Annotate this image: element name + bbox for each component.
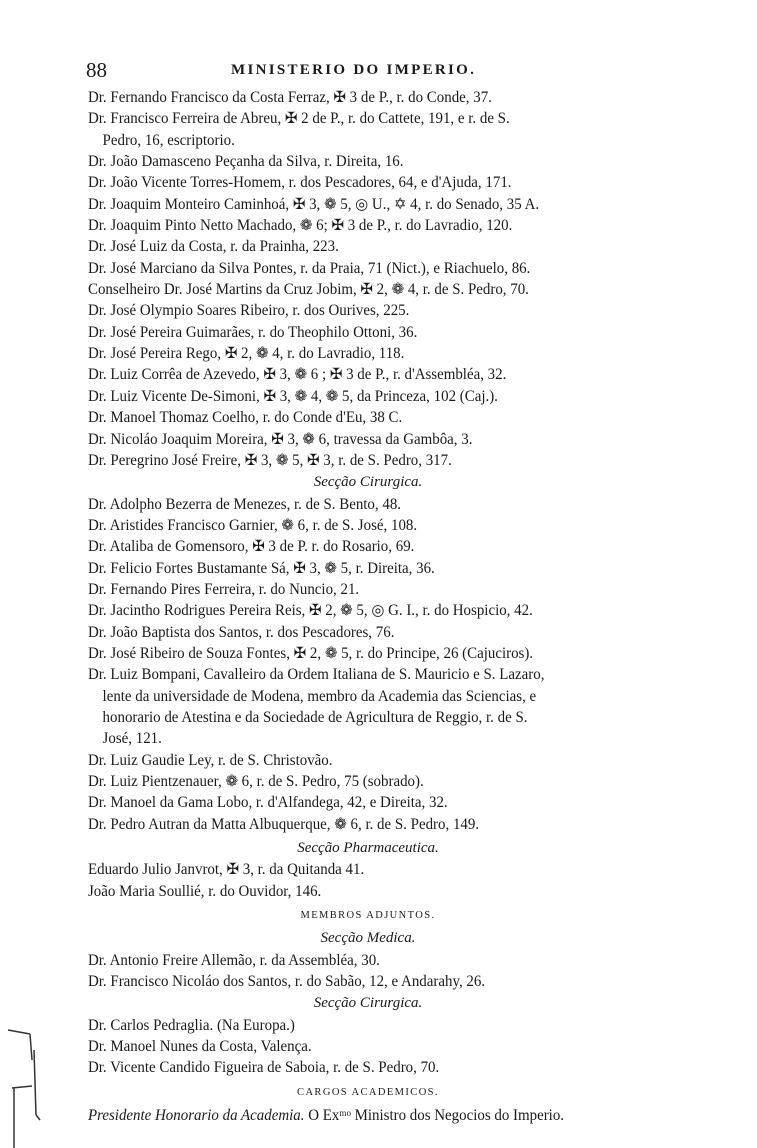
list-item: Dr. João Baptista dos Santos, r. dos Pescadores, 76. — [88, 623, 395, 641]
role-holder: O Exᵐᵒ Ministro dos Negocios do Imperio. — [308, 1107, 565, 1125]
list-item: Dr. João Damasceno Peçanha da Silva, r. Direita, 16. — [88, 153, 404, 171]
section-heading-pharmaceutica: Secção Pharmaceutica. — [297, 840, 439, 857]
list-item: Dr. Peregrino José Freire, ✠ 3, ❁ 5, ✠ 3, r. de S. Pedro, 317. — [88, 451, 452, 469]
list-item: Dr. Luiz Gaudie Ley, r. de S. Christovão. — [88, 751, 333, 769]
list-item: Conselheiro Dr. José Martins da Cruz Jobim, ✠ 2, ❁ 4, r. de S. Pedro, 70. — [88, 281, 529, 299]
list-item-presidente — [88, 1105, 709, 1126]
role-label: Presidente Honorario da Academia. — [88, 1107, 305, 1125]
list-item: Dr. Pedro Autran da Matta Albuquerque, ❁ 6, r. de S. Pedro, 149. — [88, 815, 480, 833]
list-item-continuation: Pedro, 16, escriptorio. — [102, 131, 235, 149]
section-heading-cirurgica-adjuntos: Secção Cirurgica. — [313, 995, 423, 1012]
list-item: Dr. Luiz Pientzenauer, ❁ 6, r. de S. Pedro, 75 (sobrado). — [88, 773, 424, 790]
list-item: Dr. Manoel da Gama Lobo, r. d'Alfandega, 42, e Direita, 32. — [88, 794, 448, 812]
list-item: Eduardo Julio Janvrot, ✠ 3, r. da Quitanda 41. — [88, 861, 365, 879]
list-item: Dr. José Pereira Guimarães, r. do Theophilo Ottoni, 36. — [88, 323, 418, 341]
list-item-continuation: lente da universidade de Modena, membro da Academia das Sciencias, e — [102, 687, 537, 705]
list-item: Dr. José Pereira Rego, ✠ 2, ❁ 4, r. do Lavradio, 118. — [88, 345, 405, 363]
list-item: Dr. João Vicente Torres-Homem, r. dos Pescadores, 64, e d'Ajuda, 171. — [88, 174, 512, 192]
list-item-continuation: José, 121. — [102, 730, 162, 748]
list-item: Dr. José Luiz da Costa, r. da Prainha, 223. — [88, 238, 339, 256]
list-item: Dr. Adolpho Bezerra de Menezes, r. de S. Bento, 48. — [88, 495, 402, 513]
list-item: Dr. Joaquim Monteiro Caminhoá, ✠ 3, ❁ 5, ◎ U., ✡ 4, r. do Senado, 35 A. — [88, 195, 540, 213]
list-item: Dr. Fernando Pires Ferreira, r. do Nuncio, 21. — [88, 580, 360, 598]
list-item-continuation: honorario de Atestina e da Sociedade de Agricultura de Reggio, r. de S. — [102, 708, 528, 726]
list-item: Dr. Ataliba de Gomensoro, ✠ 3 de P. r. do Rosario, 69. — [88, 538, 415, 556]
list-item: João Maria Soullié, r. do Ouvidor, 146. — [88, 882, 322, 900]
list-item: Dr. Manoel Nunes da Costa, Valença. — [88, 1038, 312, 1056]
page-number: 88 — [86, 58, 107, 82]
page-title: MINISTERIO DO IMPERIO. — [231, 62, 477, 78]
list-item: Dr. Luiz Corrêa de Azevedo, ✠ 3, ❁ 6 ; ✠ 3 de P., r. d'Assembléa, 32. — [88, 366, 507, 384]
document-body — [88, 87, 728, 1127]
list-item: Dr. Carlos Pedraglia. (Na Europa.) — [88, 1016, 295, 1034]
list-item: Dr. Vicente Candido Figueira de Saboia, r. de S. Pedro, 70. — [88, 1059, 440, 1077]
list-item: Dr. Nicoláo Joaquim Moreira, ✠ 3, ❁ 6, travessa da Gambôa, 3. — [88, 430, 473, 448]
list-item: Dr. Jacintho Rodrigues Pereira Reis, ✠ 2, ❁ 5, ◎ G. I., r. do Hospicio, 42. — [88, 602, 533, 620]
section-heading-cirurgica: Secção Cirurgica. — [313, 474, 423, 491]
list-item: Dr. Luiz Bompani, Cavalleiro da Ordem Italiana de S. Mauricio e S. Lazaro, — [88, 666, 545, 684]
list-item: Dr. Manoel Thomaz Coelho, r. do Conde d'Eu, 38 C. — [88, 409, 403, 427]
list-item: Dr. Francisco Nicoláo dos Santos, r. do Sabão, 12, e Andarahy, 26. — [88, 973, 486, 991]
list-item: Dr. José Marciano da Silva Pontes, r. da Praia, 71 (Nict.), e Riachuelo, 86. — [88, 259, 531, 277]
list-item: Dr. Fernando Francisco da Costa Ferraz, ✠ 3 de P., r. do Conde, 37. — [88, 89, 492, 106]
margin-bracket-marks — [0, 1020, 60, 1148]
heading-membros-adjuntos: MEMBROS ADJUNTOS. — [300, 910, 436, 922]
list-item: Dr. José Ribeiro de Souza Fontes, ✠ 2, ❁ 5, r. do Principe, 26 (Cajuciros). — [88, 644, 534, 662]
list-item: Dr. Aristides Francisco Garnier, ❁ 6, r. de S. José, 108. — [88, 516, 418, 534]
list-item: Dr. Francisco Ferreira de Abreu, ✠ 2 de P., r. do Cattete, 191, e r. de S. — [88, 110, 510, 128]
list-item: Dr. Joaquim Pinto Netto Machado, ❁ 6; ✠ 3 de P., r. do Lavradio, 120. — [88, 217, 513, 235]
list-item: Dr. Luiz Vicente De-Simoni, ✠ 3, ❁ 4, ❁ 5, da Princeza, 102 (Caj.). — [88, 387, 498, 405]
list-item: Dr. Antonio Freire Allemão, r. da Assembléa, 30. — [88, 951, 380, 969]
section-heading-medica: Secção Medica. — [320, 930, 416, 947]
list-item: Dr. Felicio Fortes Bustamante Sá, ✠ 3, ❁ 5, r. Direita, 36. — [88, 559, 435, 577]
heading-cargos-academicos: CARGOS ACADEMICOS. — [297, 1086, 439, 1098]
page-header — [86, 58, 686, 84]
list-item: Dr. José Olympio Soares Ribeiro, r. dos Ourives, 225. — [88, 302, 410, 320]
